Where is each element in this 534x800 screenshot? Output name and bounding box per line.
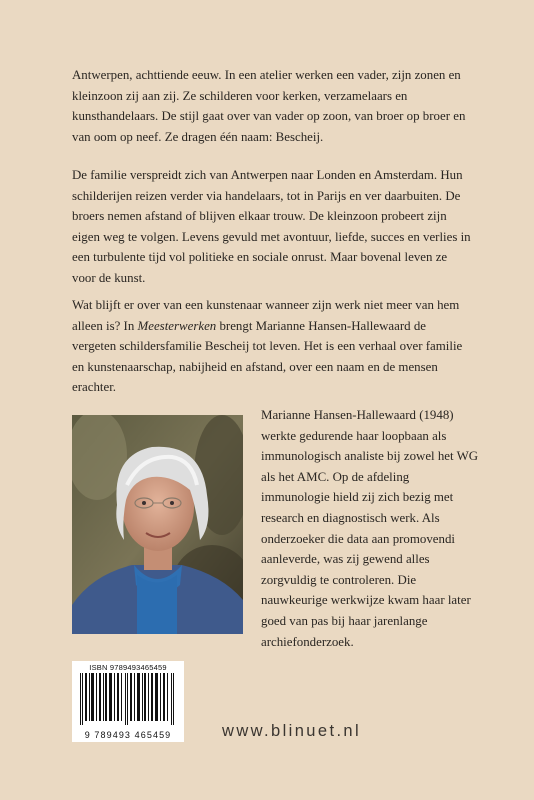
publisher-website[interactable]: www.blinuet.nl xyxy=(222,722,362,740)
barcode-bars xyxy=(78,673,178,725)
blurb-paragraph-3 xyxy=(72,295,472,398)
book-title: Meesterwerken xyxy=(137,318,217,333)
paragraph-3-text-before: Wat blijft er over van een kunstenaar wanneer zijn werk niet meer van hem alleen is? In xyxy=(72,298,460,333)
isbn-barcode xyxy=(72,661,184,742)
author-bio: Marianne Hansen-Hallewaard (1948) werkte gedurende haar loopbaan als immunologisch analiste bij zowel het WG als het AMC. Op de afdeling immunologie hield zij zich bezig met research en diagnostisch werk. Als onderzoeker die data aan promovendi aanleverde, was zij gewend alles zorgvuldig te controleren. Die nauwkeurige werkwijze kwam haar later goed van pas bij haar jarenlange archiefonderzoek. xyxy=(261,408,479,649)
blurb-paragraph-2: De familie verspreidt zich van Antwerpen naar Londen en Amsterdam. Hun schilderijen reizen verder via handelaars, tot in Parijs en ver daarbuiten. De broers nemen afstand of blijven elkaar trouw. De kleinzoon probeert zijn eigen weg te volgen. Levens gevuld met avontuur, liefde, succes en verlies in een turbulente tijd vol politieke en sociale onrust. Maar bovenal leven ze voor de kunst. xyxy=(72,168,471,285)
isbn-digits: 9 789493 465459 xyxy=(84,730,172,740)
isbn-label: ISBN 9789493465459 xyxy=(89,663,167,672)
author-photo xyxy=(72,415,243,634)
blurb-paragraph-1: Antwerpen, achttiende eeuw. In een atelier werken een vader, zijn zonen en kleinzoon zij aan zij. Ze schilderen voor kerken, verzamelaars en kunsthandelaars. De stijl gaat over van vader op zoon, van broer op broer en van oom op neef. Ze dragen één naam: Bescheij. xyxy=(72,68,466,144)
paragraph-3-text-after: brengt Marianne Hansen-Hallewaard de vergeten schildersfamilie Bescheij tot leven. Het is een verhaal over familie en kunstenaarschap, nabijheid en afstand, over een naam en de mensen erachter. xyxy=(72,318,463,394)
